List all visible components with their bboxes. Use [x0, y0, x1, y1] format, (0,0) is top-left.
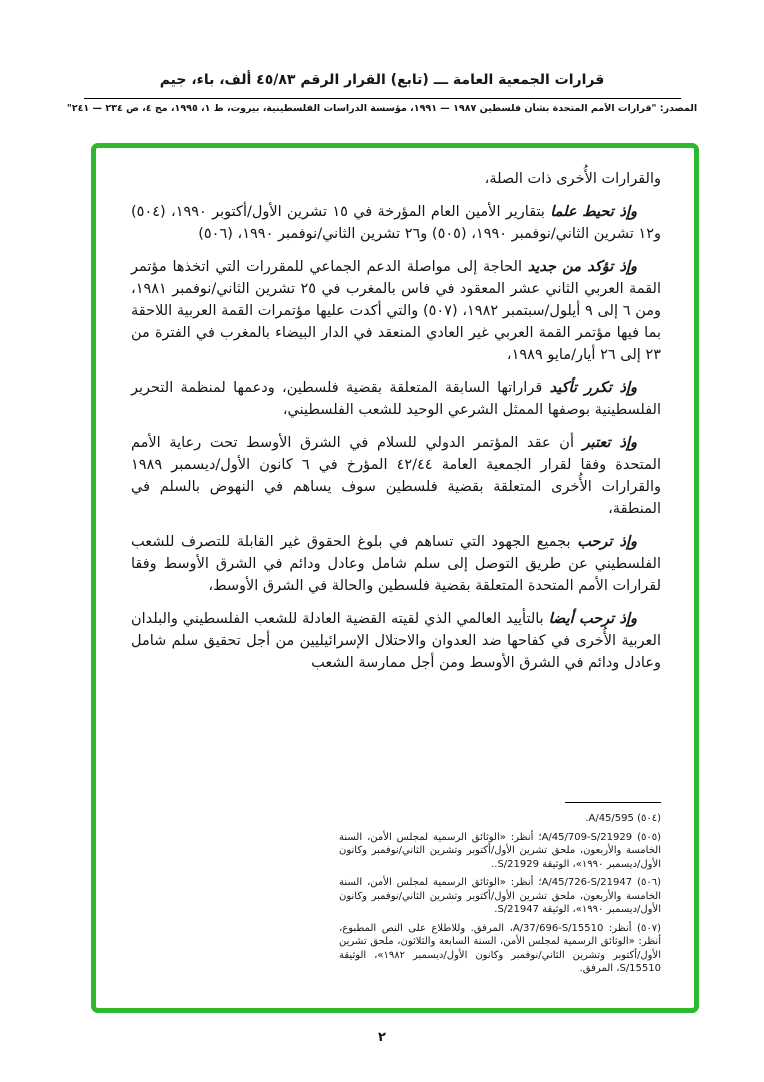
- header-divider: [84, 98, 681, 99]
- paragraph: [131, 256, 661, 366]
- footnote-divider: [565, 802, 661, 803]
- paragraph: [131, 168, 661, 190]
- paragraph-text: بالتأييد العالمي الذي لقيته القضية العادلة للشعب الفلسطيني والبلدان العربية الأُخرى في كفاحها ضد العدوان والاحتلال الإسرائيليين من أجل تحقيق سلم شامل وعادل ودائم في الشرق الأوسط ومن أجل ممارسة الشعب: [131, 611, 661, 671]
- paragraph-text: أن عقد المؤتمر الدولي للسلام في الشرق الأوسط تحت رعاية الأمم المتحدة وفقا لقرار الجمعية العامة ٤٢/٤٤ المؤرخ في ٦ كانون الأول/ديسمبر ١٩٨٩ والقرارات الأُخرى المتعلقة بقضية فلسطين سوف يساهم في النهوض بالسلم في المنطقة،: [131, 435, 661, 517]
- paragraph-text: بتقارير الأمين العام المؤرخة في ١٥ تشرين الأول/أكتوبر ١٩٩٠، (٥٠٤) و١٢ تشرين الثاني/نوفمبر ١٩٩٠، (٥٠٥) و٢٦ تشرين الثاني/نوفمبر ١٩٩٠، (٥٠٦): [131, 204, 661, 242]
- source-line: المصدر: "قرارات الأمم المتحدة بشأن فلسطين ١٩٨٧ — ١٩٩١، مؤسسة الدراسات الفلسطينية، بيروت، ط ١، ١٩٩٥، مج ٤، ص ٢٣٤ — ٢٤١": [66, 103, 698, 114]
- paragraph: [131, 377, 661, 421]
- footnote: [339, 831, 661, 872]
- paragraph-lead: وإذ تعتبر: [582, 435, 638, 451]
- paragraph-lead: وإذ ترحب: [577, 534, 637, 550]
- paragraph: [131, 201, 661, 245]
- footnote-text: أنظر: A/37/696-S/15510، المرفق. وللاطلاع على النص المطبوع، أنظر: «الوثائق الرسمية لمجلس الأمن، السنة السابعة والثلاثون، ملحق تشرين الأول/أكتوبر وتشرين الثاني/نوفمبر وكانون الأول/ديسمبر ١٩٨٢»، الوثيقة S/15510، المرفق.: [339, 922, 661, 974]
- footnote: [339, 876, 661, 917]
- document-frame: [91, 143, 699, 1013]
- paragraph-lead: وإذ تحيط علما: [550, 204, 638, 220]
- page-header-title: قرارات الجمعية العامة ـــ (تابع) القرار الرقم ٤٥/٨٣ ألف، باء، جيم: [159, 72, 605, 88]
- footnote-marker: (٥٠٧): [637, 922, 661, 934]
- footnote-marker: (٥٠٦): [637, 877, 661, 888]
- paragraph-lead: وإذ ترحب أيضا: [548, 611, 638, 627]
- footnote-marker: (٥٠٤): [637, 813, 661, 824]
- footnote: [339, 812, 661, 826]
- paragraph-text: قراراتها السابقة المتعلقة بقضية فلسطين، ودعمها لمنظمة التحرير الفلسطينية بوصفها الممثل الشرعي الوحيد للشعب الفلسطيني،: [131, 380, 661, 418]
- footnote: [339, 922, 661, 976]
- paragraph-lead: وإذ تكرر تأكيد: [549, 380, 637, 396]
- paragraph-text: والقرارات الأُخرى ذات الصلة،: [484, 171, 661, 187]
- footnote-text: A/45/595.: [585, 813, 634, 824]
- body-text: [131, 168, 661, 685]
- page-number: ٢: [378, 1030, 386, 1045]
- paragraph: [131, 531, 661, 597]
- paragraph-text: بجميع الجهود التي تساهم في بلوغ الحقوق غير القابلة للتصرف للشعب الفلسطيني عن طريق التوصل إلى سلم شامل وعادل ودائم في الشرق الأوسط وفقا لقرارات الأمم المتحدة المتعلقة بقضية فلسطين والحالة في الشرق الأوسط،: [131, 534, 661, 594]
- paragraph: [131, 608, 661, 674]
- footnote-text: A/45/709-S/21929؛ أنظر: «الوثائق الرسمية لمجلس الأمن، السنة الخامسة والأربعون، ملحق تشرين الأول/أكتوبر وتشرين الثاني/نوفمبر وكانون الأول/ديسمبر ١٩٩٠»، الوثيقة S/21929..: [339, 831, 661, 870]
- paragraph: [131, 432, 661, 520]
- paragraph-text: الحاجة إلى مواصلة الدعم الجماعي للمقررات التي اتخذها مؤتمر القمة العربي الثاني عشر المعقود في فاس بالمغرب في ٢٥ تشرين الثاني/نوفمبر ١٩٨١، ومن ٦ إلى ٩ أيلول/سبتمبر ١٩٨٢، (٥٠٧) والتي أكدت عليها مؤتمرات القمة العربية اللاحقة بما فيها مؤتمر القمة العربي غير العادي المنعقد في الدار البيضاء بالمغرب في الفترة من ٢٣ إلى ٢٦ أيار/مايو ١٩٨٩،: [131, 259, 661, 363]
- footnotes-section: [339, 812, 661, 981]
- footnote-text: A/45/726-S/21947؛ أنظر: «الوثائق الرسمية لمجلس الأمن، السنة الخامسة والأربعون، ملحق تشرين الأول/أكتوبر وتشرين الثاني/نوفمبر وكانون الأول/ديسمبر ١٩٩٠»، الوثيقة S/21947.: [339, 877, 661, 915]
- paragraph-lead: وإذ تؤكد من جديد: [527, 259, 638, 275]
- footnote-marker: (٥٠٥): [637, 831, 661, 843]
